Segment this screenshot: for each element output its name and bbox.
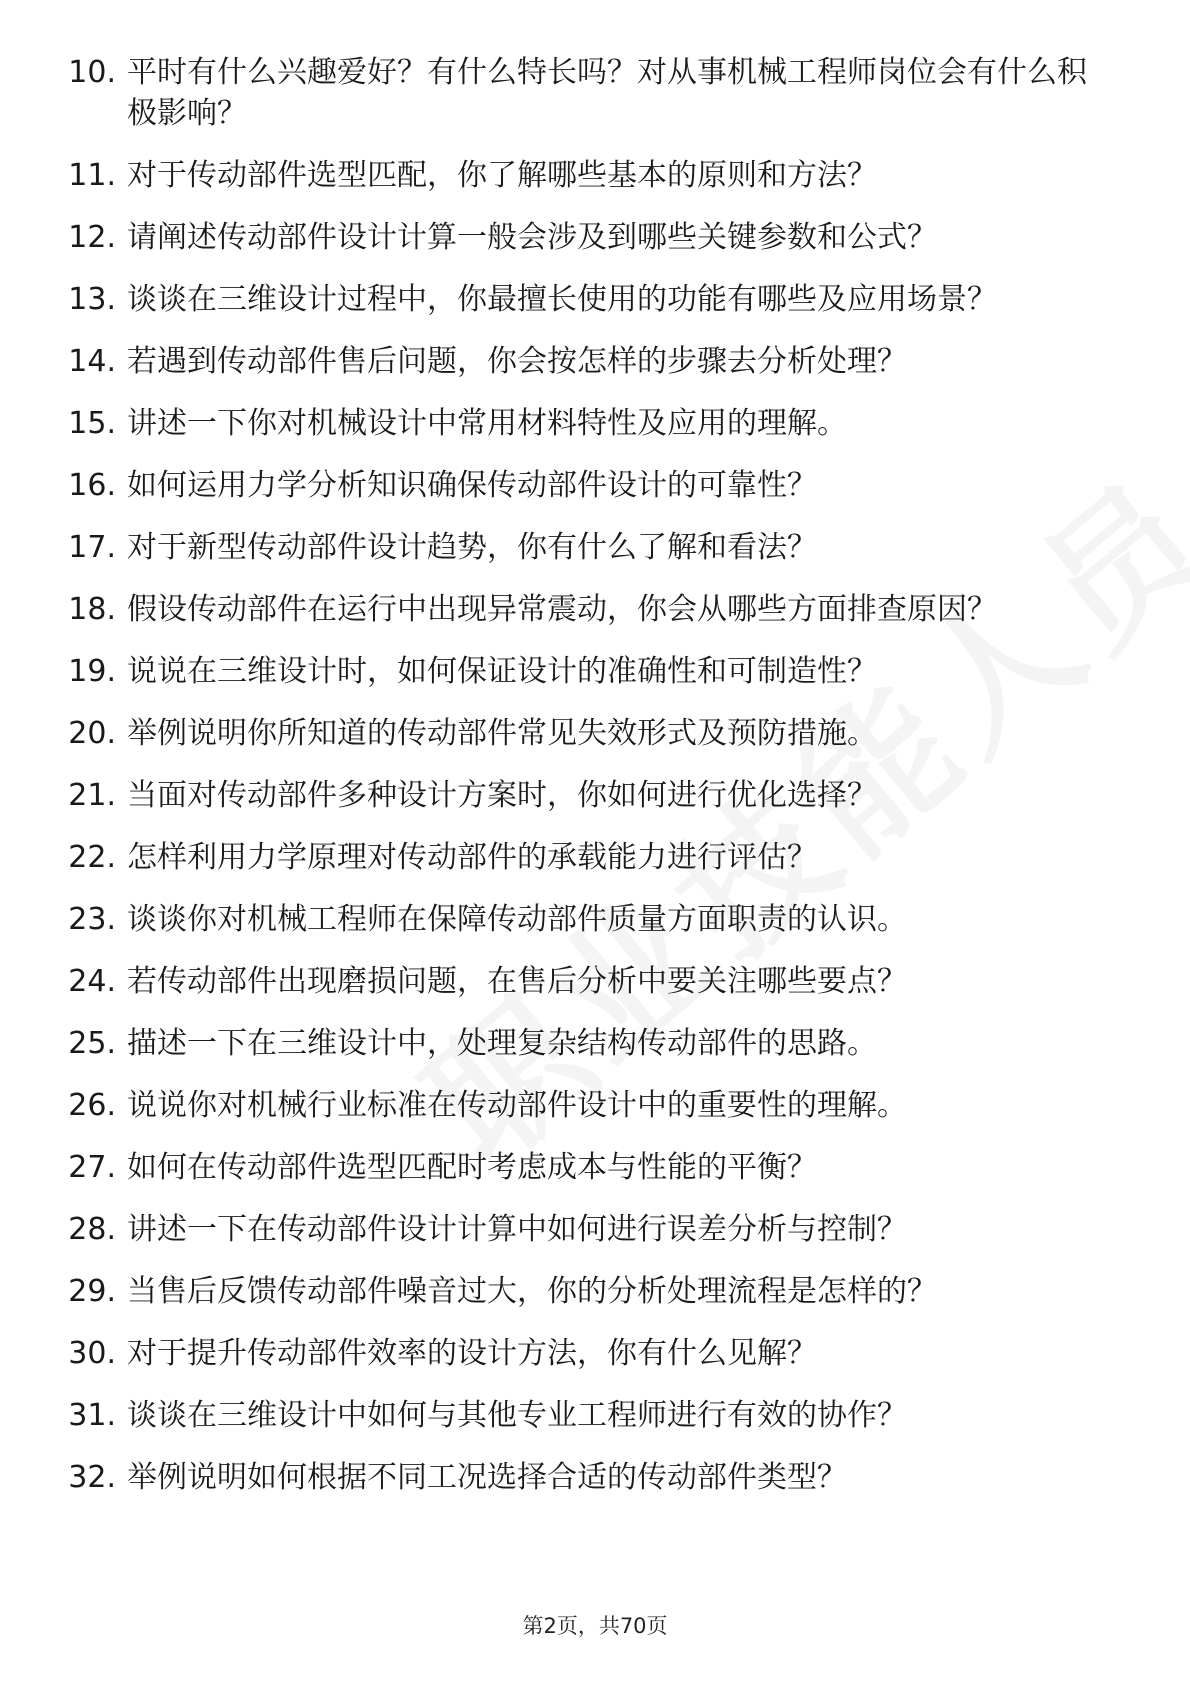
question-item bbox=[0, 1271, 1087, 1312]
question-item bbox=[0, 1209, 1087, 1250]
question-number: 25. bbox=[68, 1026, 116, 1061]
question-number: 24. bbox=[68, 964, 116, 999]
question-text: 谈谈你对机械工程师在保障传动部件质量方面职责的认识。 bbox=[127, 902, 907, 937]
question-number: 26. bbox=[68, 1088, 116, 1123]
question-text: 讲述一下在传动部件设计计算中如何进行误差分析与控制？ bbox=[127, 1212, 907, 1247]
question-item bbox=[0, 403, 1087, 444]
question-item bbox=[0, 1457, 1087, 1498]
question-item bbox=[0, 713, 1087, 754]
question-item bbox=[0, 279, 1087, 320]
question-item bbox=[0, 217, 1087, 258]
question-item bbox=[0, 837, 1087, 878]
question-text: 请阐述传动部件设计计算一般会涉及到哪些关键参数和公式？ bbox=[127, 220, 937, 255]
question-text: 谈谈在三维设计中如何与其他专业工程师进行有效的协作？ bbox=[127, 1398, 907, 1433]
question-text: 若传动部件出现磨损问题，在售后分析中要关注哪些要点？ bbox=[127, 964, 907, 999]
question-text: 描述一下在三维设计中，处理复杂结构传动部件的思路。 bbox=[127, 1026, 877, 1061]
question-item bbox=[0, 527, 1087, 568]
question-text: 若遇到传动部件售后问题，你会按怎样的步骤去分析处理？ bbox=[127, 344, 907, 379]
question-number: 23. bbox=[68, 902, 116, 937]
question-text: 如何在传动部件选型匹配时考虑成本与性能的平衡？ bbox=[127, 1150, 817, 1185]
question-number: 19. bbox=[68, 654, 116, 689]
question-item bbox=[0, 899, 1087, 940]
question-item bbox=[0, 155, 1087, 196]
question-item bbox=[0, 1395, 1087, 1436]
question-number: 30. bbox=[68, 1336, 116, 1371]
question-item bbox=[0, 465, 1087, 506]
question-text: 假设传动部件在运行中出现异常震动，你会从哪些方面排查原因？ bbox=[127, 592, 997, 627]
question-number: 20. bbox=[68, 716, 116, 751]
question-item bbox=[0, 1333, 1087, 1374]
question-text: 对于新型传动部件设计趋势，你有什么了解和看法？ bbox=[127, 530, 817, 565]
question-text: 说说在三维设计时，如何保证设计的准确性和可制造性？ bbox=[127, 654, 877, 689]
question-text: 当面对传动部件多种设计方案时，你如何进行优化选择？ bbox=[127, 778, 877, 813]
question-number: 13. bbox=[68, 282, 116, 317]
question-item bbox=[0, 961, 1087, 1002]
question-text: 讲述一下你对机械设计中常用材料特性及应用的理解。 bbox=[127, 406, 847, 441]
question-number: 31. bbox=[68, 1398, 116, 1433]
question-number: 27. bbox=[68, 1150, 116, 1185]
question-item bbox=[0, 651, 1087, 692]
page-footer bbox=[0, 1610, 1190, 1640]
question-text: 怎样利用力学原理对传动部件的承载能力进行评估？ bbox=[127, 840, 817, 875]
question-text: 平时有什么兴趣爱好？有什么特长吗？对从事机械工程师岗位会有什么积极影响？ bbox=[127, 55, 1087, 131]
question-item bbox=[0, 1023, 1087, 1064]
question-number: 29. bbox=[68, 1274, 116, 1309]
question-number: 12. bbox=[68, 220, 116, 255]
question-number: 10. bbox=[68, 55, 116, 90]
question-number: 11. bbox=[68, 158, 116, 193]
question-text: 谈谈在三维设计过程中，你最擅长使用的功能有哪些及应用场景？ bbox=[127, 282, 997, 317]
question-text: 举例说明如何根据不同工况选择合适的传动部件类型？ bbox=[127, 1460, 847, 1495]
question-text: 说说你对机械行业标准在传动部件设计中的重要性的理解。 bbox=[127, 1088, 907, 1123]
question-text: 如何运用力学分析知识确保传动部件设计的可靠性？ bbox=[127, 468, 817, 503]
question-text: 举例说明你所知道的传动部件常见失效形式及预防措施。 bbox=[127, 716, 877, 751]
question-item bbox=[0, 1085, 1087, 1126]
question-number: 16. bbox=[68, 468, 116, 503]
question-item bbox=[0, 52, 1087, 134]
question-number: 21. bbox=[68, 778, 116, 813]
question-text: 对于传动部件选型匹配，你了解哪些基本的原则和方法？ bbox=[127, 158, 877, 193]
question-number: 18. bbox=[68, 592, 116, 627]
question-item bbox=[0, 775, 1087, 816]
question-list bbox=[0, 52, 1190, 1519]
question-number: 32. bbox=[68, 1460, 116, 1495]
question-item bbox=[0, 341, 1087, 382]
question-text: 对于提升传动部件效率的设计方法，你有什么见解？ bbox=[127, 1336, 817, 1371]
question-number: 17. bbox=[68, 530, 116, 565]
question-number: 28. bbox=[68, 1212, 116, 1247]
question-number: 15. bbox=[68, 406, 116, 441]
page-number-label: 第2页，共70页 bbox=[522, 1614, 668, 1638]
question-item bbox=[0, 589, 1087, 630]
question-item bbox=[0, 1147, 1087, 1188]
question-number: 14. bbox=[68, 344, 116, 379]
question-text: 当售后反馈传动部件噪音过大，你的分析处理流程是怎样的？ bbox=[127, 1274, 937, 1309]
question-number: 22. bbox=[68, 840, 116, 875]
